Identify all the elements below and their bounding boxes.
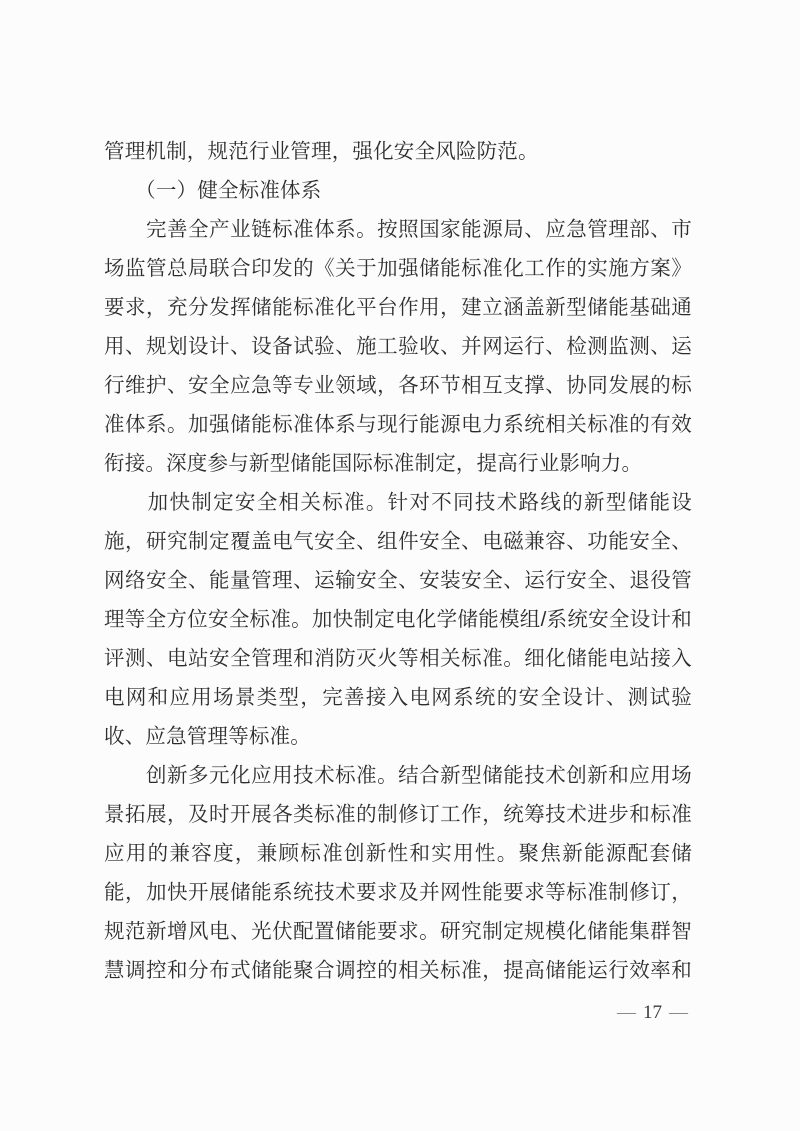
- text-line: 衔接。深度参与新型储能国际标准制定，提高行业影响力。: [104, 452, 643, 475]
- document-body: [104, 132, 692, 990]
- page-number: [0, 1000, 692, 1026]
- text-line: 完善全产业链标准体系。按照国家能源局、应急管理部、市: [104, 218, 692, 241]
- text-line: 收、应急管理等标准。: [104, 725, 311, 748]
- text-line: 慧调控和分布式储能聚合调控的相关标准，提高储能运行效率和: [104, 959, 692, 982]
- page-number-value: 17: [643, 1002, 662, 1023]
- text-line: 场监管总局联合印发的《关于加强储能标准化工作的实施方案》: [104, 257, 692, 280]
- text-line: 准体系。加强储能标准体系与现行能源电力系统相关标准的有效: [104, 413, 692, 436]
- text-line: 加快制定安全相关标准。针对不同技术路线的新型储能设: [104, 491, 692, 514]
- text-line: 规范新增风电、光伏配置储能要求。研究制定规模化储能集群智: [104, 920, 692, 943]
- page-number-dash-left: —: [617, 1002, 636, 1023]
- text-line: 管理机制，规范行业管理，强化安全风险防范。: [104, 140, 539, 163]
- text-line: 应用的兼容度，兼顾标准创新性和实用性。聚焦新能源配套储: [104, 842, 692, 865]
- text-line: 电网和应用场景类型，完善接入电网系统的安全设计、测试验: [104, 686, 692, 709]
- text-line: 理等全方位安全标准。加快制定电化学储能模组/系统安全设计和: [104, 608, 692, 631]
- text-line: 能，加快开展储能系统技术要求及并网性能要求等标准制修订，: [104, 881, 692, 904]
- text-line: 施，研究制定覆盖电气安全、组件安全、电磁兼容、功能安全、: [104, 530, 692, 553]
- text-line: 网络安全、能量管理、运输安全、安装安全、运行安全、退役管: [104, 569, 692, 592]
- text-line: 要求，充分发挥储能标准化平台作用，建立涵盖新型储能基础通: [104, 296, 692, 319]
- text-line: 评测、电站安全管理和消防灭火等相关标准。细化储能电站接入: [104, 647, 692, 670]
- text-line: 行维护、安全应急等专业领域，各环节相互支撑、协同发展的标: [104, 374, 692, 397]
- text-line: 用、规划设计、设备试验、施工验收、并网运行、检测监测、运: [104, 335, 692, 358]
- page-number-dash-right: —: [669, 1002, 688, 1023]
- text-line: 景拓展，及时开展各类标准的制修订工作，统筹技术进步和标准: [104, 803, 692, 826]
- section-heading: （一）健全标准体系: [104, 179, 322, 202]
- text-line: 创新多元化应用技术标准。结合新型储能技术创新和应用场: [104, 764, 692, 787]
